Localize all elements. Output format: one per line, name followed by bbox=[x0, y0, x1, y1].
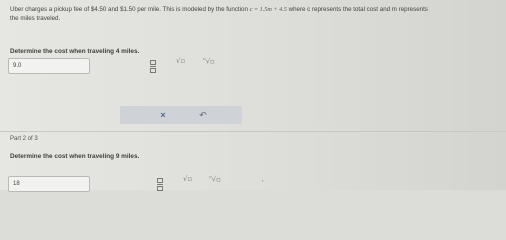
undo-button[interactable]: ↶ bbox=[199, 110, 207, 120]
part1-prompt: Determine the cost when traveling 4 miles. bbox=[10, 48, 140, 55]
fraction-icon[interactable] bbox=[150, 58, 156, 73]
intro-text-line2: the miles traveled. bbox=[10, 15, 61, 22]
part2-prompt: Determine the cost when traveling 9 miles. bbox=[10, 153, 140, 160]
intro-text-a: Uber charges a pickup fee of $4.50 and $1.50 per mile. This is modeled by the function bbox=[10, 6, 248, 13]
part-indicator: Part 2 of 3 bbox=[10, 136, 38, 142]
intro-text-b: where c represents the total cost and m represents bbox=[288, 6, 428, 13]
square-root-icon[interactable]: √▫ bbox=[183, 175, 193, 183]
cursor-dot: • bbox=[262, 178, 264, 183]
clear-button[interactable]: × bbox=[160, 110, 166, 120]
cost-formula: c = 1.5m + 4.5 bbox=[249, 6, 287, 13]
nth-root-icon[interactable]: ▫√▫ bbox=[203, 56, 215, 66]
fraction-icon[interactable] bbox=[157, 176, 163, 191]
nth-root-icon[interactable]: ▫√▫ bbox=[209, 174, 221, 184]
answer-action-bar bbox=[120, 106, 242, 124]
part2-answer-input[interactable]: 18 bbox=[8, 176, 90, 192]
square-root-icon[interactable]: √▫ bbox=[176, 57, 186, 65]
section-divider bbox=[0, 131, 506, 132]
part1-answer-input[interactable]: 9.0 bbox=[8, 58, 90, 74]
problem-statement bbox=[10, 5, 500, 23]
